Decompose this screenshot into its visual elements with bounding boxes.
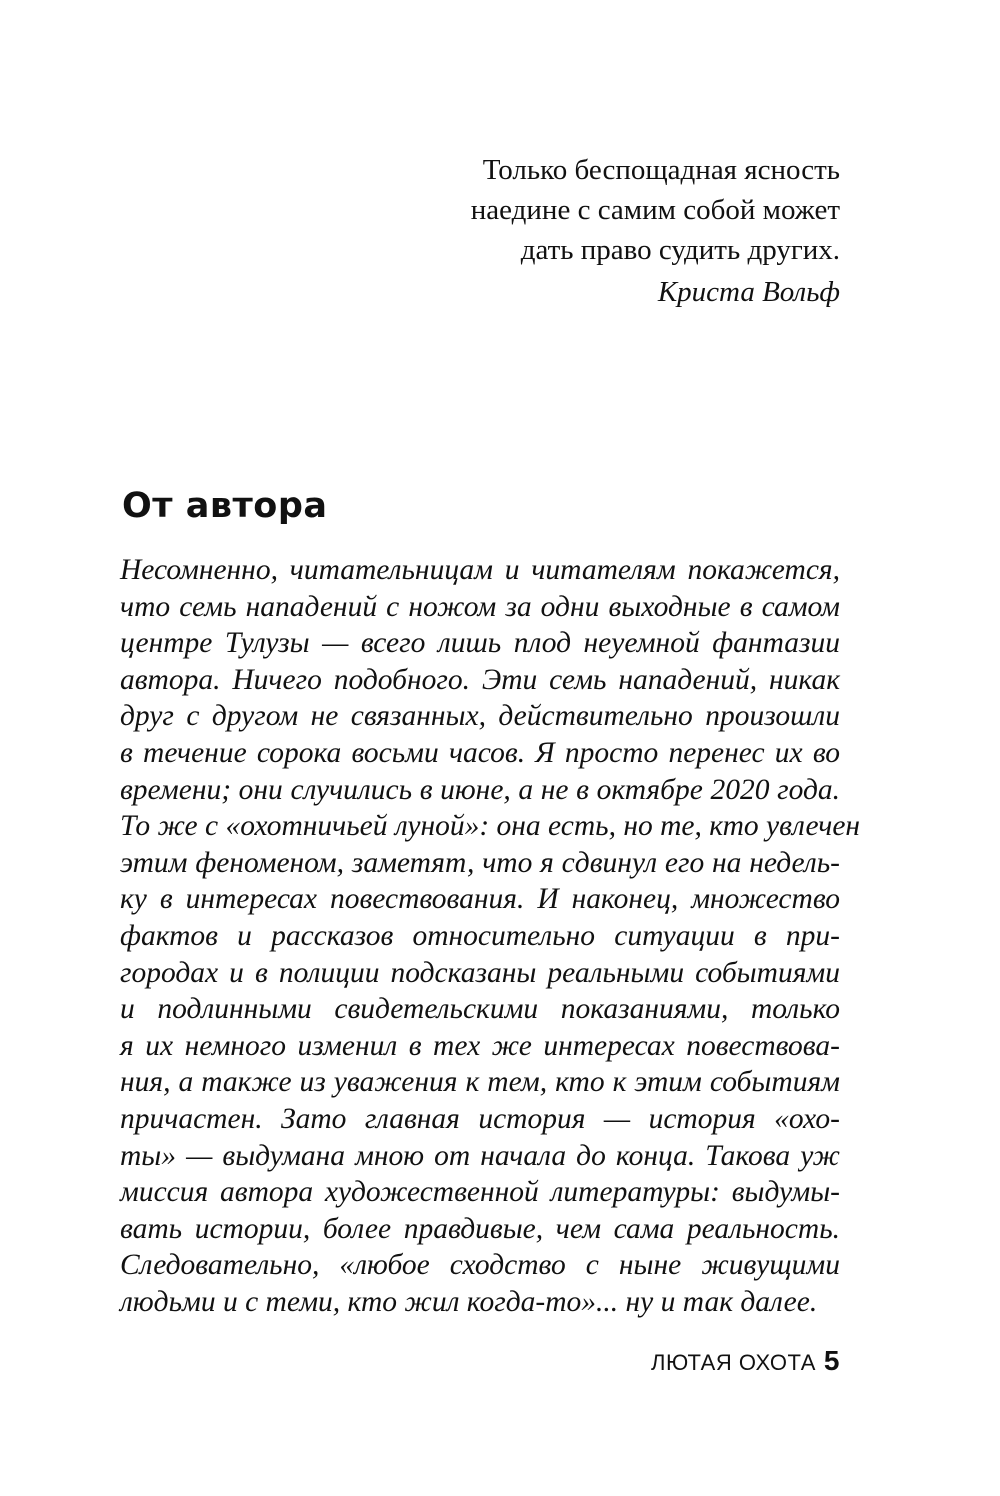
text-line: миссия автора художественной литературы: выдумы- (120, 1176, 840, 1209)
text-line: и подлинными свидетельскими показаниями, только (120, 993, 840, 1026)
text-line: ты» — выдумана мною от начала до конца. Такова уж (120, 1139, 840, 1172)
book-title: ЛЮТАЯ ОХОТА (651, 1350, 816, 1375)
running-footer (651, 1346, 840, 1378)
text-line: ния, а также из уважения к тем, кто к этим событиям (120, 1066, 840, 1099)
text-line: что семь нападений с ножом за одни выходные в самом (120, 590, 840, 623)
text-line: я их немного изменил в тех же интересах повествова- (120, 1029, 840, 1062)
section-title: От автора (122, 486, 328, 526)
epigraph-line: наедине с самим собой может (470, 194, 840, 226)
text-line: Следовательно, «любое сходство с ныне живущими (120, 1249, 840, 1282)
text-line: городах и в полиции подсказаны реальными событиями (120, 956, 840, 989)
text-line: друг с другом не связанных, действительно произошли (120, 700, 840, 733)
author-note-text (120, 552, 861, 1320)
text-line: Несомненно, читательницам и читателям покажется, (120, 554, 840, 586)
text-line: ку в интересах повествования. И наконец, множество (120, 883, 840, 916)
text-line: фактов и рассказов относительно ситуации в при- (120, 919, 840, 952)
epigraph-line: Только беспощадная ясность (482, 154, 840, 186)
text-line: этим феноменом, заметят, что я сдвинул его на недель- (120, 846, 840, 879)
epigraph (400, 150, 840, 312)
text-line: в течение сорока восьми часов. Я просто перенес их во (120, 736, 840, 769)
text-line: центре Тулузы — всего лишь плод неуемной фантазии (120, 627, 840, 660)
epigraph-author: Криста Вольф (657, 276, 840, 308)
page-number: 5 (823, 1345, 840, 1376)
text-line: вать истории, более правдивые, чем сама реальность. (120, 1212, 840, 1245)
text-line: людьми и с теми, кто жил когда-то»... ну и так далее. (120, 1285, 818, 1318)
text-line: времени; они случились в июне, а не в октябре 2020 года. (120, 773, 840, 806)
text-line: автора. Ничего подобного. Эти семь нападений, никак (120, 663, 840, 696)
text-line: То же с «охотничьей луной»: она есть, но те, кто увлечен (120, 810, 861, 843)
text-line: причастен. Зато главная история — история «охо- (120, 1102, 840, 1135)
epigraph-line: дать право судить других. (520, 234, 840, 266)
